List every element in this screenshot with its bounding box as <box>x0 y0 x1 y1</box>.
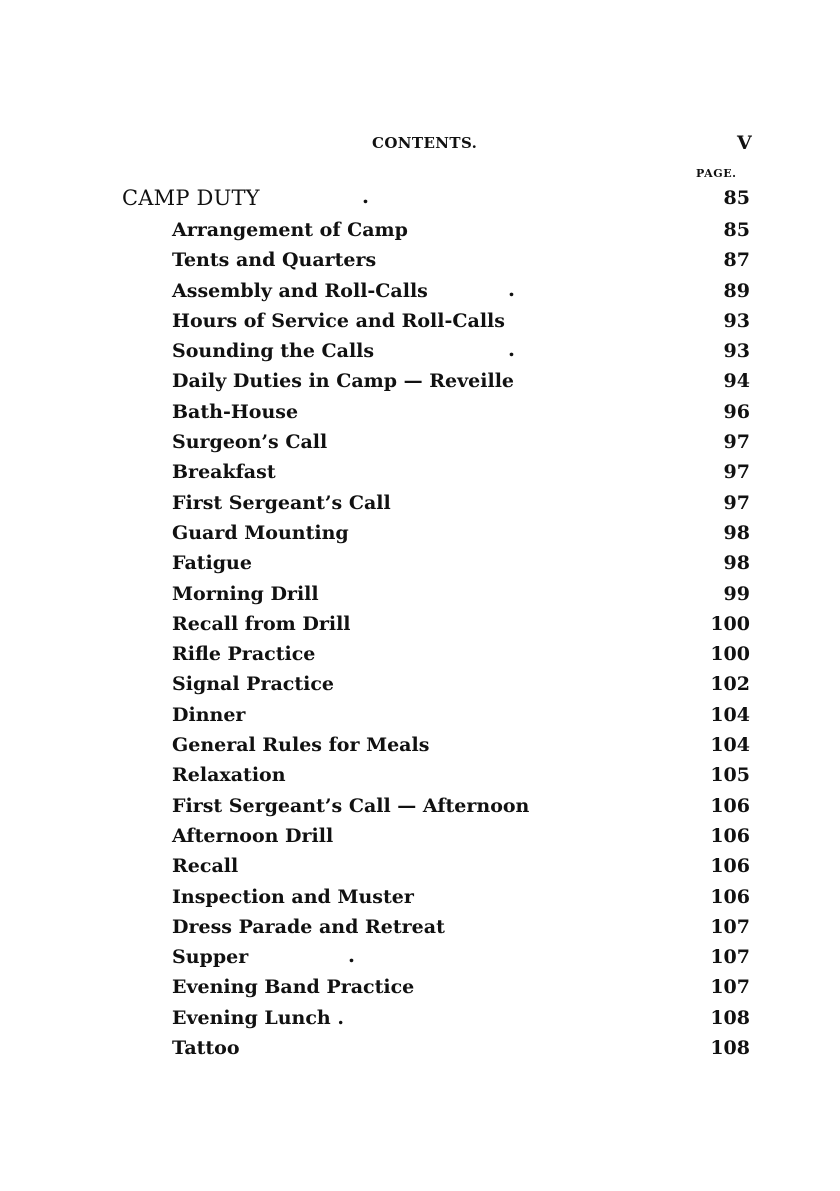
toc-entry <box>172 853 752 883</box>
toc-entry <box>172 1005 752 1035</box>
toc-entry-label: Breakfast <box>172 461 276 484</box>
toc-entry-page: 100 <box>710 643 750 666</box>
toc-entry-page: 98 <box>723 552 750 575</box>
toc-entry-label: General Rules for Meals <box>172 734 430 757</box>
toc-entry-label: Dress Parade and Retreat <box>172 915 445 938</box>
toc-entry-page: 107 <box>710 946 750 969</box>
toc-entry-page: 97 <box>723 461 750 484</box>
toc-entry <box>172 338 752 368</box>
toc-entry-page: 93 <box>723 309 750 332</box>
toc-entry-page: 87 <box>723 249 750 272</box>
toc-entry <box>172 611 752 641</box>
toc-entry <box>172 278 752 308</box>
toc-entry-label: Fatigue <box>172 552 252 575</box>
toc-entry-page: 106 <box>710 794 750 817</box>
toc-entry <box>172 641 752 671</box>
toc-entry-label: Arrangement of Camp <box>172 219 408 241</box>
toc-entry-label: Hours of Service and Roll-Calls <box>172 309 505 332</box>
toc-entry-label: Dinner <box>172 703 246 726</box>
toc-entry <box>172 217 752 247</box>
toc-entry-page: 106 <box>710 855 750 878</box>
toc-entry <box>172 520 752 550</box>
toc-entry <box>172 823 752 853</box>
toc-entry-label: Inspection and Muster <box>172 885 414 908</box>
toc-entry-label: Afternoon Drill <box>172 824 334 847</box>
toc-entry-label: Relaxation <box>172 764 286 787</box>
page-number: V <box>737 132 752 154</box>
toc-entry <box>172 581 752 611</box>
toc-entry-label: Supper <box>172 946 249 969</box>
toc-entry <box>172 1035 752 1065</box>
toc-entry-page: 97 <box>723 491 750 514</box>
toc-entry-label: Signal Practice <box>172 673 335 696</box>
toc-entry-page: 108 <box>710 1006 750 1029</box>
toc-entry-page: 93 <box>723 340 750 363</box>
toc-entry-page: 100 <box>710 612 750 635</box>
toc-entry-page: 104 <box>710 703 750 726</box>
toc-entry <box>172 247 752 277</box>
toc-entry-page: 105 <box>710 764 750 787</box>
toc-entry-label: Recall from Drill <box>172 612 351 635</box>
toc-entry-label: Daily Duties in Camp — Reveille <box>172 370 515 393</box>
toc-entry-page: 107 <box>710 915 750 938</box>
section-leader-dot: . <box>362 184 369 208</box>
toc-entry-list <box>172 217 752 1065</box>
toc-entry-label: Sounding the Calls <box>172 340 375 363</box>
toc-entry-label: Tattoo <box>172 1037 240 1060</box>
toc-entry <box>172 550 752 580</box>
toc-entry <box>172 732 752 762</box>
toc-entry-label: First Sergeant’s Call — Afternoon <box>172 794 530 817</box>
toc-entry-page: 85 <box>723 219 750 241</box>
toc-entry <box>172 762 752 792</box>
toc-entry-page: 89 <box>723 279 750 302</box>
toc-entry-label: Morning Drill <box>172 582 319 605</box>
toc-entry-page: 94 <box>723 370 750 393</box>
toc-entry-leader-dot: . <box>508 276 515 301</box>
toc-entry-label: First Sergeant’s Call <box>172 491 391 514</box>
toc-entry <box>172 793 752 823</box>
running-title: CONTENTS. <box>372 134 478 152</box>
toc-entry-page: 96 <box>723 400 750 423</box>
toc-entry-label: Guard Mounting <box>172 521 349 544</box>
toc-entry-page: 108 <box>710 1037 750 1060</box>
toc-entry-label: Recall <box>172 855 239 878</box>
toc-entry <box>172 429 752 459</box>
toc-entry <box>172 974 752 1004</box>
toc-entry-leader-dot: . <box>508 337 515 362</box>
toc-entry-label: Assembly and Roll-Calls <box>172 279 428 302</box>
page-column-label: PAGE. <box>696 167 737 180</box>
toc-entry-label: Rifle Practice <box>172 643 316 666</box>
toc-entry <box>172 490 752 520</box>
toc-entry <box>172 308 752 338</box>
toc-entry-page: 107 <box>710 976 750 999</box>
toc-entry-page: 99 <box>723 582 750 605</box>
toc-entry <box>172 459 752 489</box>
toc-entry-page: 97 <box>723 431 750 454</box>
toc-entry-page: 106 <box>710 885 750 908</box>
toc-entry <box>172 368 752 398</box>
toc-entry-page: 98 <box>723 521 750 544</box>
section-page-number: 85 <box>723 187 750 209</box>
section-title: CAMP DUTY <box>122 186 260 210</box>
toc-entry-leader-dot: . <box>348 943 355 968</box>
toc-entry <box>172 399 752 429</box>
section-heading <box>122 186 752 212</box>
toc-entry-page: 106 <box>710 824 750 847</box>
running-head <box>0 134 840 158</box>
toc-entry-page: 102 <box>710 673 750 696</box>
toc-entry-page: 104 <box>710 734 750 757</box>
toc-entry-label: Evening Band Practice <box>172 976 415 999</box>
toc-entry <box>172 671 752 701</box>
toc-entry-label: Surgeon’s Call <box>172 431 328 454</box>
toc-entry <box>172 944 752 974</box>
toc-entry <box>172 914 752 944</box>
toc-entry <box>172 884 752 914</box>
toc-entry-label: Tents and Quarters <box>172 249 377 272</box>
toc-entry-label: Evening Lunch . <box>172 1006 344 1029</box>
toc-entry <box>172 702 752 732</box>
toc-entry-label: Bath-House <box>172 400 299 423</box>
